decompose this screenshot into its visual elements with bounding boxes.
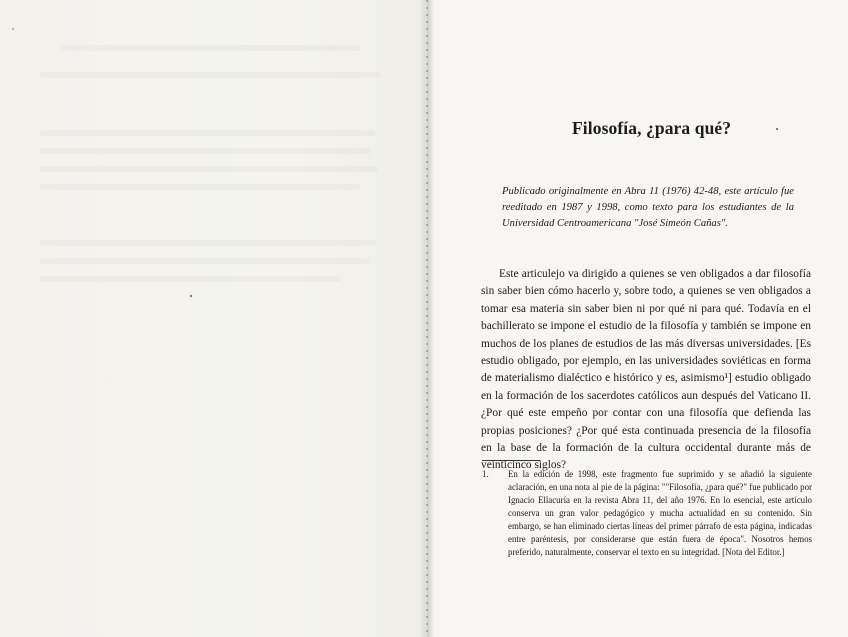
paper-speck <box>776 128 778 130</box>
footnote-rule <box>482 460 540 461</box>
bleed-through-line <box>40 276 340 282</box>
paper-speck <box>190 295 192 297</box>
bleed-through-line <box>40 184 360 190</box>
bleed-through-line <box>40 240 376 246</box>
footnote <box>482 468 812 559</box>
bleed-through-line <box>40 72 380 78</box>
bleed-through-line <box>40 148 370 154</box>
bleed-through-line <box>60 45 360 51</box>
publication-note: Publicado originalmente en Abra 11 (1976) 42-48, este artículo fue reeditado en 1987 y 1998, como texto para los estudiantes de la Universidad Centroamericana "José Simeón Cañas". <box>502 186 794 230</box>
footnote-text: En la edición de 1998, este fragmento fue suprimido y se añadió la siguiente aclaración, en una nota al pie de la página: ""Filosofía, ¿para qué?" fue publicado por Ignacio Ellacuría en la revista Abra 11, del año 1976. En lo esencial, este artículo conserva un gran valor pedagógico y mucha actualidad en su contenido. Sin embargo, se han eliminado ciertas líneas del primer párrafo de esta página, indicadas entre paréntesis, por considerarse que están fuera de época". Nosotros hemos preferido, naturalmente, conservar el texto en su integridad. [Nota del Editor.] <box>508 469 812 557</box>
body-paragraph: Este articulejo va dirigido a quienes se ven obligados a dar filosofía sin saber bien cómo hacerlo y, sobre todo, a quienes se ven obligados a tomar esa materia sin saber bien ni por qué ni para qué. Todavía en el bachillerato se impone el estudio de la filosofía y también se impone en muchos de los planes de estudios de las más diversas universidades. [Es estudio obligado, por ejemplo, en las universidades soviéticas en forma de materialismo dialéctico e histórico y es, asimismo¹] estudio obligado en la formación de los sacerdotes católicos aun después del Vaticano II. ¿Por qué este empeño por contar con una filosofía que defienda las propias posiciones? ¿Por qué esta continuada presencia de la filosofía en la base de la formación de la cultura occidental durante más de veinticinco siglos? <box>481 268 811 472</box>
bleed-through-line <box>40 258 370 264</box>
footnote-number: 1. <box>482 469 489 479</box>
spine-binding <box>426 0 428 637</box>
bleed-through-line <box>40 166 378 172</box>
bleed-through-line <box>40 130 375 136</box>
paper-speck <box>12 28 14 30</box>
chapter-title: Filosofía, ¿para qué? <box>572 118 732 138</box>
